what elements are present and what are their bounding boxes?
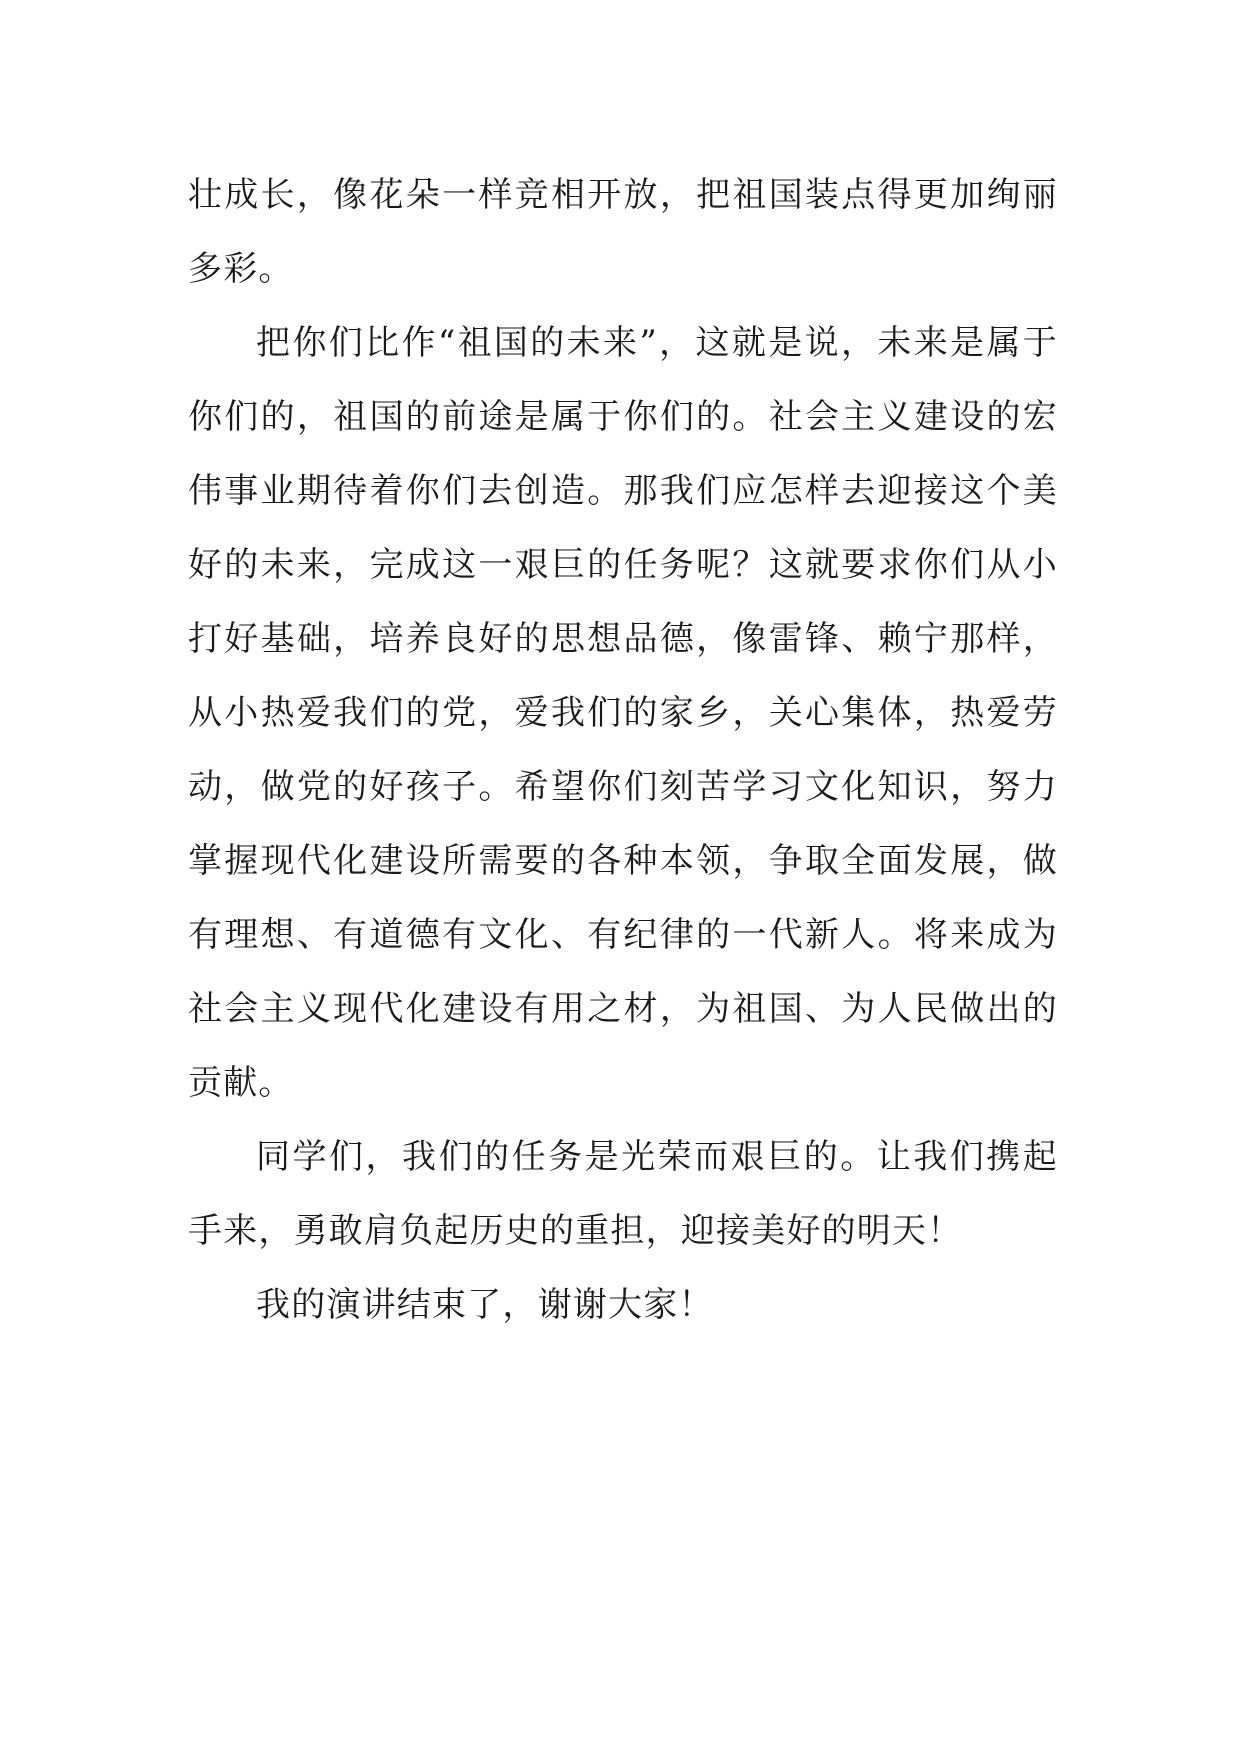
paragraph-continuation: 壮成长，像花朵一样竞相开放，把祖国装点得更加绚丽多彩。 (188, 175, 1058, 289)
paragraph-closing: 我的演讲结束了，谢谢大家！ (256, 1285, 714, 1325)
paragraph-call-to-action: 同学们，我们的任务是光荣而艰巨的。让我们携起手来，勇敢肩负起历史的重担，迎接美好的明天！ (188, 1137, 1058, 1251)
speech-body (188, 158, 1058, 1342)
paragraph-future: 把你们比作“祖国的未来”，这就是说，未来是属于你们的，祖国的前途是属于你们的。社会主义建设的宏伟事业期待着你们去创造。那我们应怎样去迎接这个美好的未来，完成这一艰巨的任务呢？这就要求你们从小打好基础，培养良好的思想品德，像雷锋、赖宁那样，从小热爱我们的党，爱我们的家乡，关心集体，热爱劳动，做党的好孩子。希望你们刻苦学习文化知识，努力掌握现代化建设所需要的各种本领，争取全面发展，做有理想、有道德有文化、有纪律的一代新人。将来成为社会主义现代化建设有用之材，为祖国、为人民做出的贡献。 (188, 323, 1058, 1103)
